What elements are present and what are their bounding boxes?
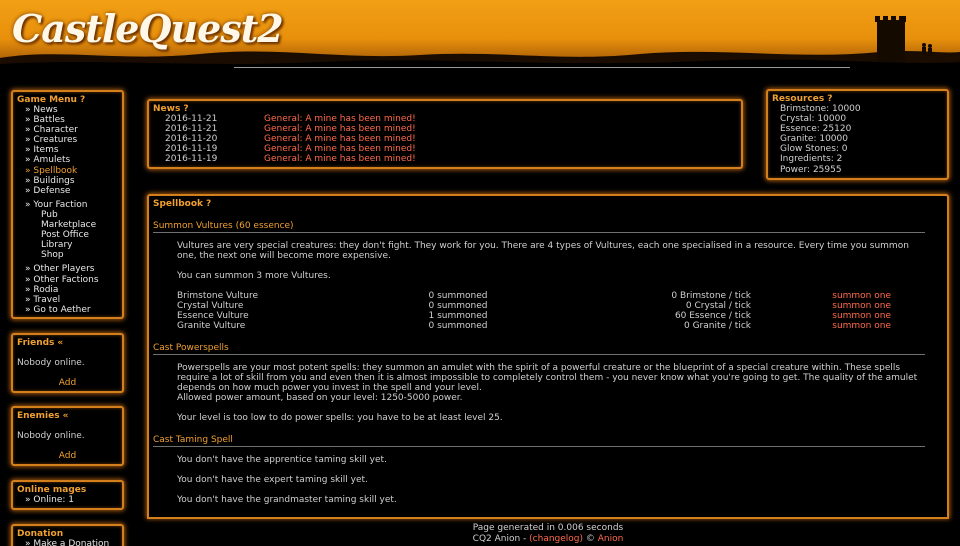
news-row (153, 134, 737, 144)
help-icon[interactable]: ? (183, 104, 189, 114)
news-message[interactable]: General: A mine has been mined! (264, 134, 416, 144)
resource-granite: Granite: 10000 (780, 134, 848, 145)
resource-power: Power: 25955 (780, 164, 842, 175)
menu-item-defense[interactable]: » Defense (25, 185, 71, 196)
add-friend-link[interactable]: Add (58, 378, 77, 388)
menu-item-creatures[interactable]: » Creatures (25, 135, 78, 146)
menu-item-pub[interactable]: Pub (41, 209, 58, 220)
menu-item-amulets[interactable]: » Amulets (25, 155, 71, 166)
menu-item-buildings[interactable]: » Buildings (25, 175, 75, 186)
copyright-symbol: © (583, 533, 598, 544)
news-row (153, 154, 737, 164)
online-count[interactable]: » Online: 1 (25, 495, 75, 505)
vulture-rate: 0 Granite / tick (684, 321, 751, 331)
news-date: 2016-11-19 (165, 144, 218, 154)
news-date: 2016-11-21 (165, 114, 218, 124)
vulture-name: Granite Vulture (177, 321, 246, 331)
menu-item-items[interactable]: » Items (25, 145, 59, 156)
vulture-rate: 0 Crystal / tick (685, 301, 751, 311)
spellbook-panel-bottom (147, 513, 949, 519)
credits-line (147, 534, 949, 545)
vulture-count: 0 summoned (428, 301, 488, 311)
game-menu-panel (11, 90, 124, 319)
spellbook-title: Spellbook ? (153, 199, 212, 209)
spellbook-panel (147, 194, 949, 518)
header-divider (234, 67, 850, 68)
summon-one-link[interactable]: summon one (832, 301, 891, 311)
resource-glow-stones: Glow Stones: 0 (780, 144, 848, 155)
online-mages-panel (11, 480, 124, 510)
donation-title: Donation (17, 529, 64, 539)
menu-item-shop[interactable]: Shop (41, 250, 64, 261)
logo[interactable]: CastleQuest2 (12, 6, 283, 51)
game-menu-title: Game Menu ? (17, 95, 86, 105)
cast-powerspells-heading: Cast Powerspells (153, 343, 925, 355)
taming-expert: You don't have the expert taming skill yet. (177, 475, 368, 485)
vulture-rate: 60 Essence / tick (674, 311, 751, 321)
footer (147, 523, 949, 544)
vulture-row (153, 301, 943, 311)
resource-crystal: Crystal: 10000 (780, 114, 847, 125)
menu-item-rodia[interactable]: » Rodia (25, 284, 59, 295)
news-message[interactable]: General: A mine has been mined! (264, 154, 416, 164)
friends-panel (11, 333, 124, 393)
vulture-row (153, 291, 943, 301)
summon-one-link[interactable]: summon one (832, 291, 891, 301)
friends-title: Friends « (17, 338, 64, 348)
news-title: News ? (153, 104, 189, 114)
friends-status: Nobody online. (17, 358, 85, 368)
powerspells-intro: Powerspells are your most potent spells: they summon an amulet with the spirit of a powerful creature or the blueprint of a special creature within. These spells require a lot of skill from you and even then it is almost impossible to completely control them - you never know what you're going to get. The quality of the amulet depends on how much power you invest in the spell and your level. (177, 363, 918, 393)
menu-item-your-faction[interactable]: » Your Faction (25, 199, 88, 210)
news-date: 2016-11-21 (165, 124, 218, 134)
resources-title: Resources ? (772, 94, 833, 104)
powerspells-level-warning: Your level is too low to do power spells: you have to be at least level 25. (177, 413, 503, 423)
enemies-title: Enemies « (17, 411, 69, 421)
taming-grandmaster: You don't have the grandmaster taming skill yet. (177, 495, 397, 505)
vulture-count: 0 summoned (428, 291, 488, 301)
menu-item-marketplace[interactable]: Marketplace (41, 220, 97, 231)
resource-essence: Essence: 25120 (780, 124, 852, 135)
vultures-remaining: You can summon 3 more Vultures. (177, 271, 331, 281)
menu-item-go-to-aether[interactable]: » Go to Aether (25, 304, 91, 315)
vulture-name: Brimstone Vulture (177, 291, 258, 301)
news-row (153, 124, 737, 134)
figures-icon (920, 42, 934, 58)
vulture-row (153, 311, 943, 321)
collapse-icon[interactable]: « (62, 411, 69, 421)
news-message[interactable]: General: A mine has been mined! (264, 144, 416, 154)
menu-item-post-office[interactable]: Post Office (41, 230, 89, 241)
castle-tower-icon (874, 14, 908, 62)
menu-item-other-players[interactable]: » Other Players (25, 264, 95, 275)
make-donation-link[interactable]: » Make a Donation (25, 539, 110, 546)
resource-brimstone: Brimstone: 10000 (780, 104, 861, 114)
header-banner (0, 0, 960, 70)
summon-one-link[interactable]: summon one (832, 311, 891, 321)
vulture-name: Crystal Vulture (177, 301, 244, 311)
news-message[interactable]: General: A mine has been mined! (264, 114, 416, 124)
menu-item-battles[interactable]: » Battles (25, 115, 65, 126)
news-row (153, 114, 737, 124)
vulture-count: 1 summoned (428, 311, 488, 321)
vulture-rate: 0 Brimstone / tick (671, 291, 751, 301)
help-icon[interactable]: ? (206, 199, 212, 209)
summon-one-link[interactable]: summon one (832, 321, 891, 331)
powerspells-allowed: Allowed power amount, based on your level: 1250-5000 power. (177, 393, 463, 403)
menu-item-character[interactable]: » Character (25, 125, 78, 136)
news-panel (147, 99, 743, 169)
menu-item-library[interactable]: Library (41, 240, 73, 251)
news-date: 2016-11-19 (165, 154, 218, 164)
enemies-panel (11, 406, 124, 466)
news-row (153, 144, 737, 154)
vulture-row (153, 321, 943, 331)
help-icon[interactable]: ? (827, 94, 833, 104)
menu-item-other-factions[interactable]: » Other Factions (25, 274, 99, 285)
donation-panel (11, 524, 124, 546)
collapse-icon[interactable]: « (57, 338, 64, 348)
credits-prefix: CQ2 Anion - (472, 533, 530, 544)
page-generated-text: Page generated in 0.006 seconds (472, 523, 624, 533)
menu-item-spellbook[interactable]: » Spellbook (25, 165, 78, 176)
vulture-count: 0 summoned (428, 321, 488, 331)
vultures-intro: Vultures are very special creatures: they don't fight. They work for you. There are 4 types of Vultures, each one specialised in a resource. Every time you summon one, the next one will become more expensive. (177, 241, 909, 261)
online-mages-title: Online mages (17, 485, 87, 495)
taming-apprentice: You don't have the apprentice taming skill yet. (177, 455, 387, 465)
changelog-link[interactable]: (changelog) (529, 533, 584, 544)
cast-taming-heading: Cast Taming Spell (153, 435, 925, 447)
news-date: 2016-11-20 (165, 134, 218, 144)
resources-panel (766, 89, 949, 180)
author-link[interactable]: Anion (597, 533, 624, 544)
resource-ingredients: Ingredients: 2 (780, 154, 843, 165)
vulture-name: Essence Vulture (177, 311, 249, 321)
menu-item-travel[interactable]: » Travel (25, 294, 61, 305)
menu-item-news[interactable]: » News (25, 105, 58, 115)
summon-vultures-heading: Summon Vultures (60 essence) (153, 221, 925, 233)
news-message[interactable]: General: A mine has been mined! (264, 124, 416, 134)
add-enemy-link[interactable]: Add (58, 451, 77, 461)
help-icon[interactable]: ? (79, 95, 86, 105)
enemies-status: Nobody online. (17, 431, 85, 441)
